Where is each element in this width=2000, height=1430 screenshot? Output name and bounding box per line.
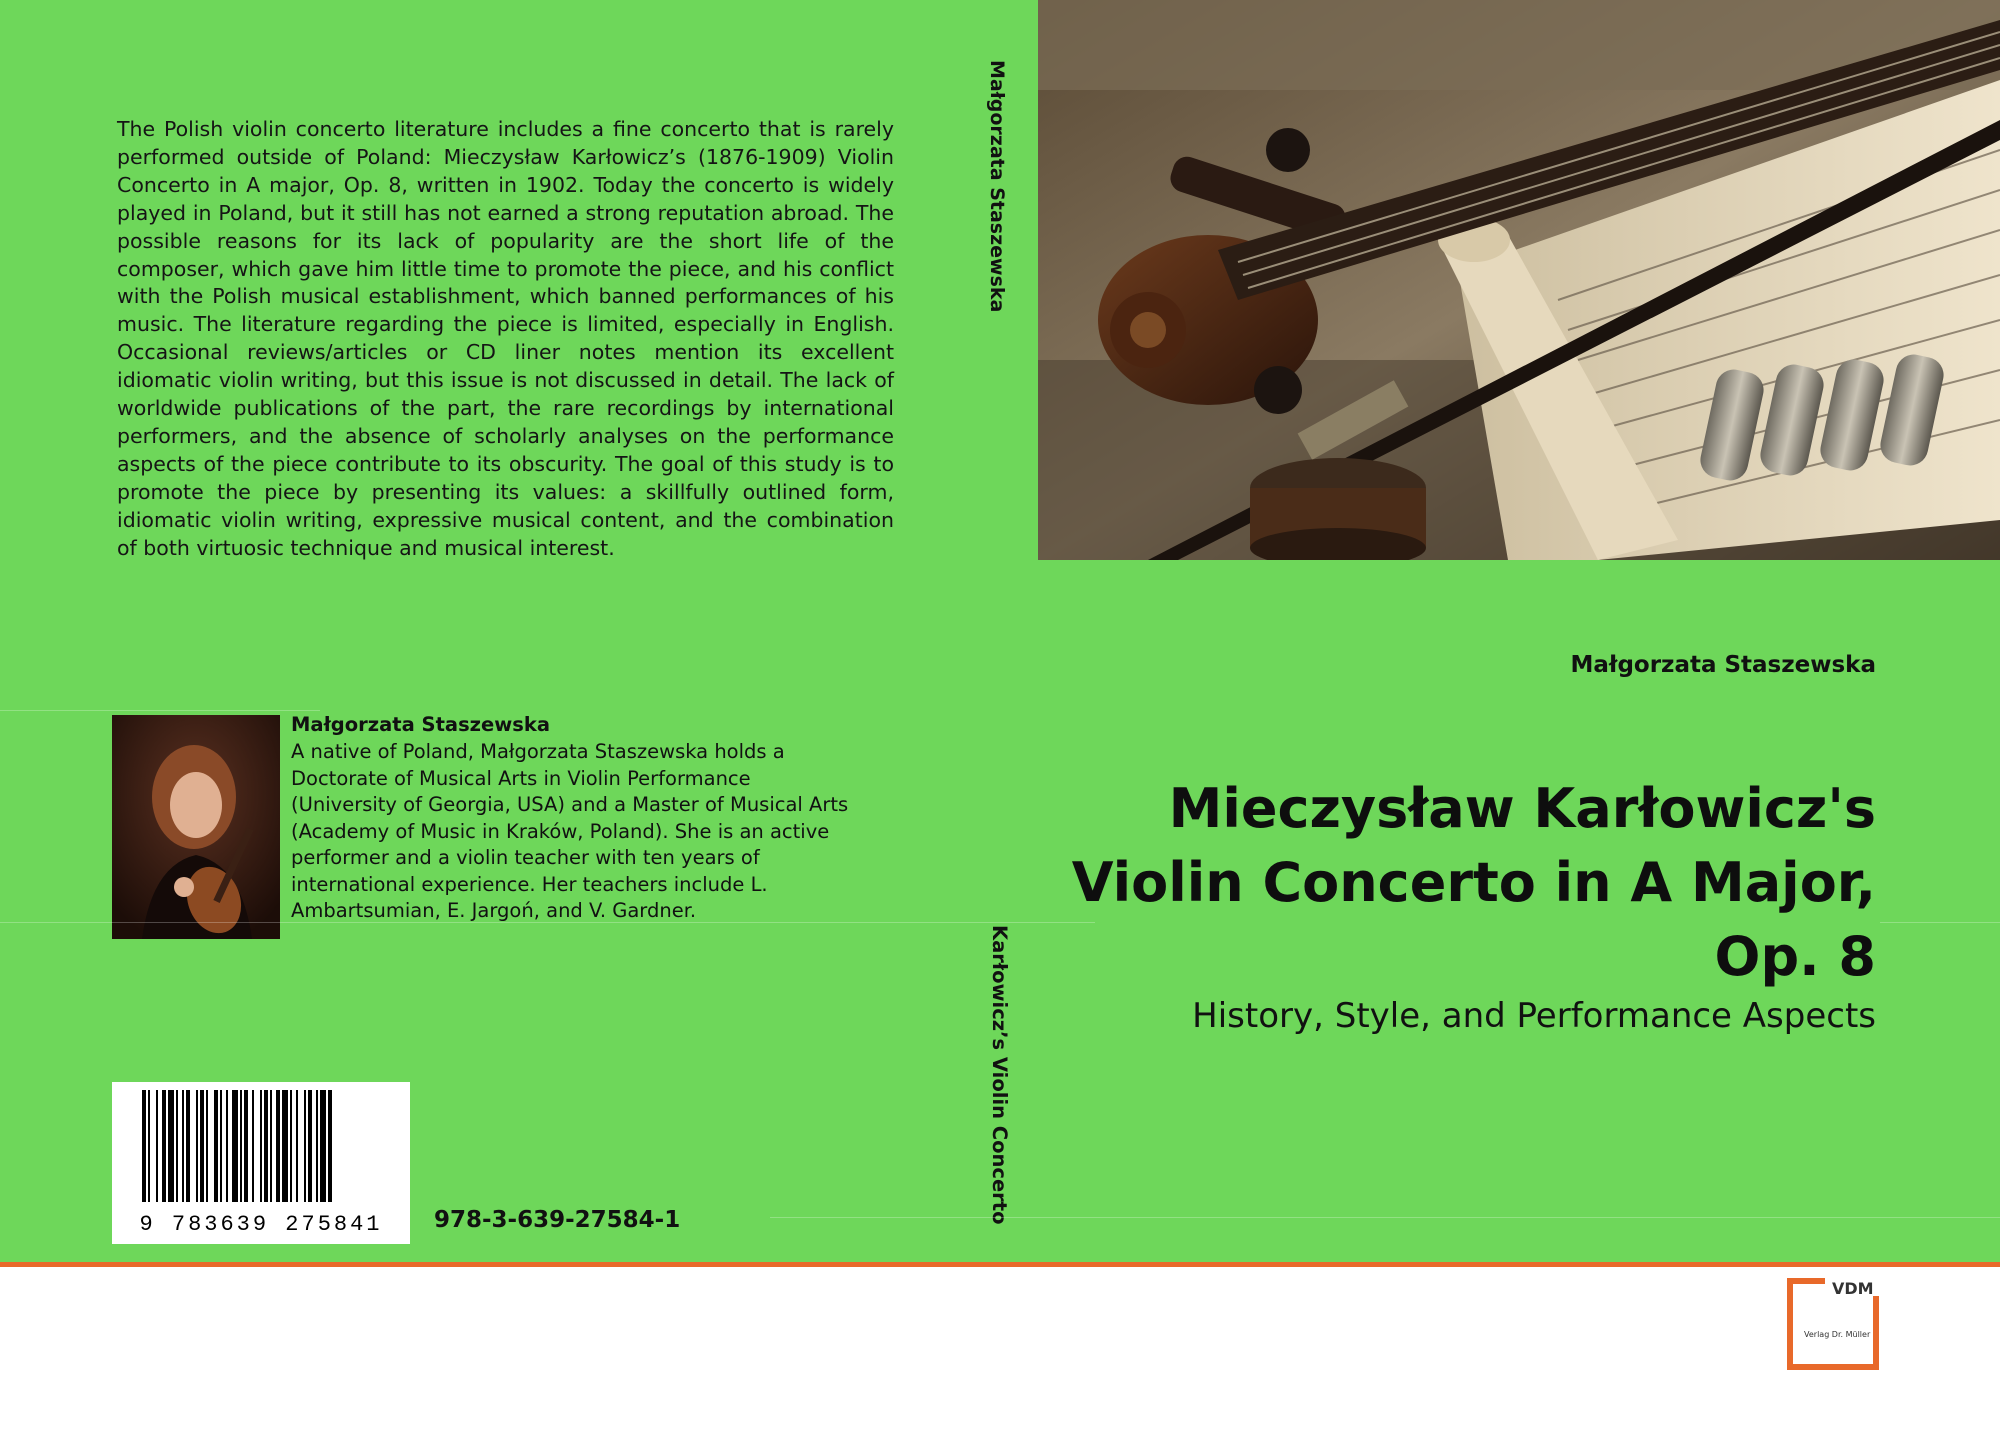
barcode-bar [176, 1090, 178, 1202]
barcode-bar [316, 1090, 318, 1202]
divider [0, 710, 320, 711]
barcode-bar [214, 1090, 218, 1202]
barcode-bar [196, 1090, 198, 1202]
barcode-bar [168, 1090, 174, 1202]
barcode-bar [282, 1090, 288, 1202]
front-cover-author: Małgorzata Staszewska [1570, 652, 1876, 678]
barcode-bar [156, 1090, 158, 1202]
divider [770, 1217, 2000, 1218]
barcode-bar [264, 1090, 268, 1202]
barcode-bar [320, 1090, 326, 1202]
divider [1880, 922, 2000, 923]
logo-subtext: Verlag Dr. Müller [1804, 1330, 1871, 1339]
barcode-bar [186, 1090, 190, 1202]
barcode-bar [226, 1090, 228, 1202]
barcode-bar [270, 1090, 272, 1202]
barcode-bar [148, 1090, 150, 1202]
barcode-bar [142, 1090, 146, 1202]
divider [0, 922, 1095, 923]
author-portrait [112, 715, 280, 939]
author-bio-text: A native of Poland, Małgorzata Staszewska holds a Doctorate of Musical Arts in Violin Performance (University of Georgia, USA) and a Master of Musical Arts (Academy of Music in Kraków, Poland). She is an active performer and a violin teacher with ten years of international experience. Her teachers include L. Ambartsumian, E. Jargoń, and V. Gardner. [291, 740, 849, 922]
logo-text: VDM [1832, 1279, 1874, 1298]
barcode-bar [290, 1090, 292, 1202]
spine-author: Małgorzata Staszewska [986, 60, 1008, 313]
spine-title: Karłowicz’s Violin Concerto [988, 925, 1011, 1225]
barcode-bar [296, 1090, 298, 1202]
back-cover-blurb: The Polish violin concerto literature includes a fine concerto that is rarely performed outside of Poland: Mieczysław Karłowicz’s (1876-1909) Violin Concerto in A major, Op. 8, written in 1902. Today the concerto is widely played in Poland, but it still has not earned a strong reputation abroad. The possible reasons for its lack of popularity are the short life of the composer, which gave him little time to promote the piece, and his conflict with the Polish musical establishment, which banned performances of his music. The literature regarding the piece is limited, especially in English. Occasional reviews/articles or CD liner notes mention its excellent idiomatic violin writing, but this issue is not discussed in detail. The lack of worldwide publications of the part, the rare recordings by international performers, and the absence of scholarly analyses on the performance aspects of the piece contribute to its obscurity. The goal of this study is to promote the piece by presenting its values: a skillfully outlined form, idiomatic violin writing, expressive musical content, and the combination of both virtuosic technique and musical interest. [117, 117, 894, 560]
barcode-bars [142, 1090, 332, 1202]
barcode-bar [232, 1090, 238, 1202]
publisher-logo [1787, 1278, 1879, 1370]
barcode-bar [328, 1090, 332, 1202]
barcode-bar [220, 1090, 222, 1202]
barcode-bar [162, 1090, 166, 1202]
barcode-bar [252, 1090, 254, 1202]
barcode-bar [304, 1090, 306, 1202]
barcode-digits: 9 783639 275841 [139, 1212, 383, 1237]
cover-photo-violin-and-sheet-music [1038, 0, 2000, 560]
barcode-bar [206, 1090, 208, 1202]
author-bio-name: Małgorzata Staszewska [291, 713, 551, 736]
barcode-bar [260, 1090, 262, 1202]
barcode-bar [182, 1090, 184, 1202]
bottom-accent-stripe [0, 1262, 2000, 1267]
front-cover-title: Mieczysław Karłowicz's Violin Concerto in A Major, Op. 8 [1071, 777, 1876, 988]
isbn-number: 978-3-639-27584-1 [434, 1207, 681, 1233]
barcode-bar [240, 1090, 242, 1202]
isbn-barcode [112, 1082, 410, 1244]
barcode-bar [308, 1090, 312, 1202]
barcode-bar [276, 1090, 280, 1202]
barcode-bar [200, 1090, 204, 1202]
front-cover-subtitle: History, Style, and Performance Aspects [1192, 996, 1876, 1036]
barcode-bar [244, 1090, 248, 1202]
